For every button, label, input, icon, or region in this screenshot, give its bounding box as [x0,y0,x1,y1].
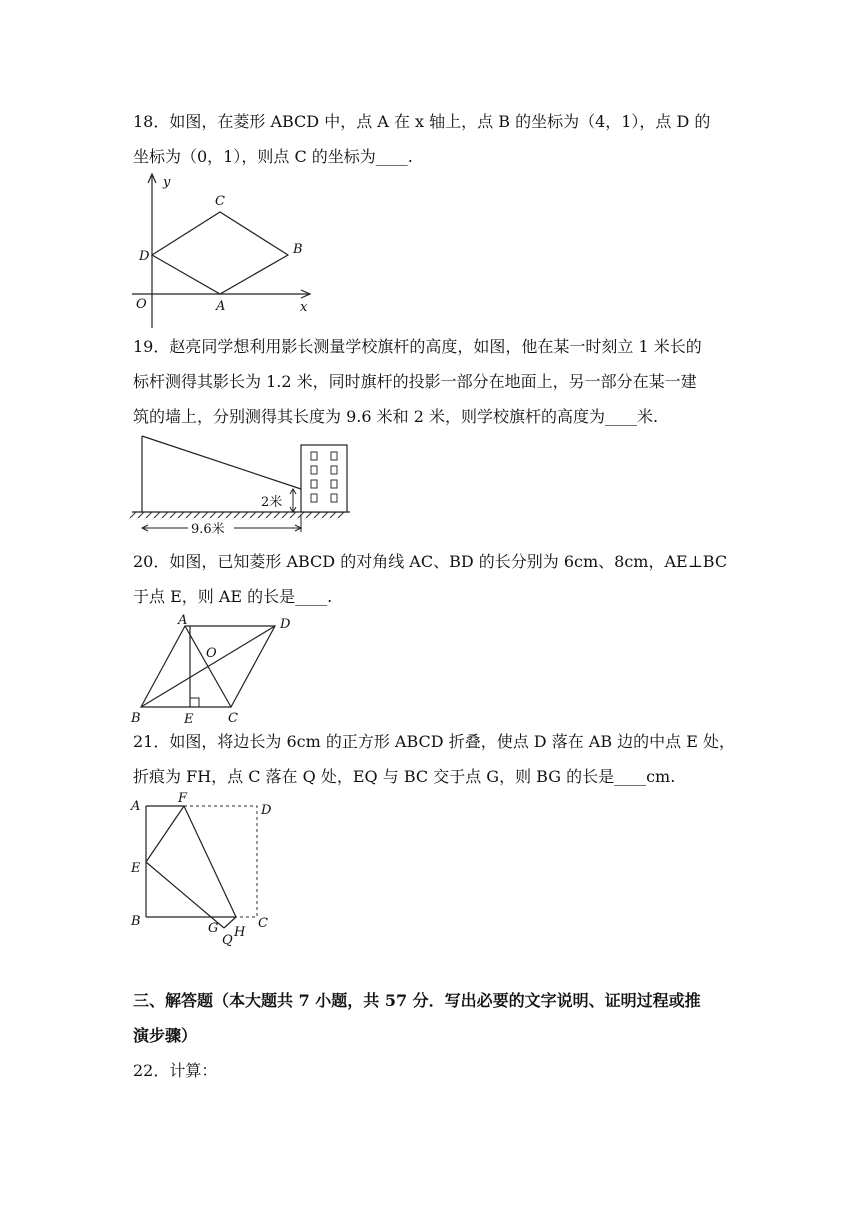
problem-20-text-line-1: 20．如图，已知菱形 ABCD 的对角线 AC、BD 的长分别为 6cm、8cm，AE⊥BC [133,552,728,571]
fig19-label-ground-length: 9.6米 [191,522,225,537]
section-3-heading-line-2: 演步骤） [133,1026,198,1045]
fig18-label-D: D [139,249,150,264]
problem-19-text-line-3: 筑的墙上，分别测得其长度为 9.6 米和 2 米，则学校旗杆的高度为____米. [133,407,659,426]
fig20-label-O: O [206,646,217,661]
fig20-label-C: C [228,711,238,726]
fig18-label-x: x [300,300,308,315]
problem-18-text-line-1: 18．如图，在菱形 ABCD 中，点 A 在 x 轴上，点 B 的坐标为（4，1），点 D 的 [133,112,711,131]
fig21-label-F: F [178,791,188,806]
problem-20-text-line-2: 于点 E，则 AE 的长是____. [133,587,333,606]
fig18-label-O: O [136,297,147,312]
fig19-label-wall-height: 2米 [261,495,283,510]
fig21-label-A: A [131,799,141,814]
fig21-label-Q: Q [222,933,233,948]
fig21-label-B: B [131,914,141,929]
figure-20-rhombus-diagonals [128,612,308,728]
fig18-label-B: B [293,242,303,257]
fig21-label-E: E [131,861,141,876]
fig18-label-C: C [215,194,225,209]
fig21-label-D: D [261,803,272,818]
fig20-label-B: B [131,711,141,726]
figure-18-rhombus-coordinate [130,170,320,330]
fig20-label-E: E [184,712,194,727]
problem-19-text-line-1: 19．赵亮同学想利用影长测量学校旗杆的高度，如图，他在某一时刻立 1 米长的 [133,337,702,356]
problem-19-text-line-2: 标杆测得其影长为 1.2 米，同时旗杆的投影一部分在地面上，另一部分在某一建 [133,372,697,391]
fig21-label-G: G [208,921,219,936]
problem-21-text-line-2: 折痕为 FH，点 C 落在 Q 处，EQ 与 BC 交于点 G，则 BG 的长是____cm. [133,767,676,786]
fig18-label-y: y [163,175,171,190]
fig18-label-A: A [216,299,226,314]
figure-21-folded-square [126,790,286,950]
problem-18-text-line-2: 坐标为（0，1），则点 C 的坐标为____. [133,147,413,166]
fig21-label-C: C [258,916,268,931]
problem-22-text: 22．计算： [133,1061,218,1080]
problem-21-text-line-1: 21．如图，将边长为 6cm 的正方形 ABCD 折叠，使点 D 落在 AB 边的中点 E 处， [133,732,736,751]
fig21-label-H: H [234,925,246,940]
fig20-label-D: D [280,617,291,632]
section-3-heading-line-1: 三、解答题（本大题共 7 小题，共 57 分．写出必要的文字说明、证明过程或推 [133,991,701,1010]
figure-19-flagpole-shadow [128,432,358,542]
fig20-label-A: A [178,613,188,628]
